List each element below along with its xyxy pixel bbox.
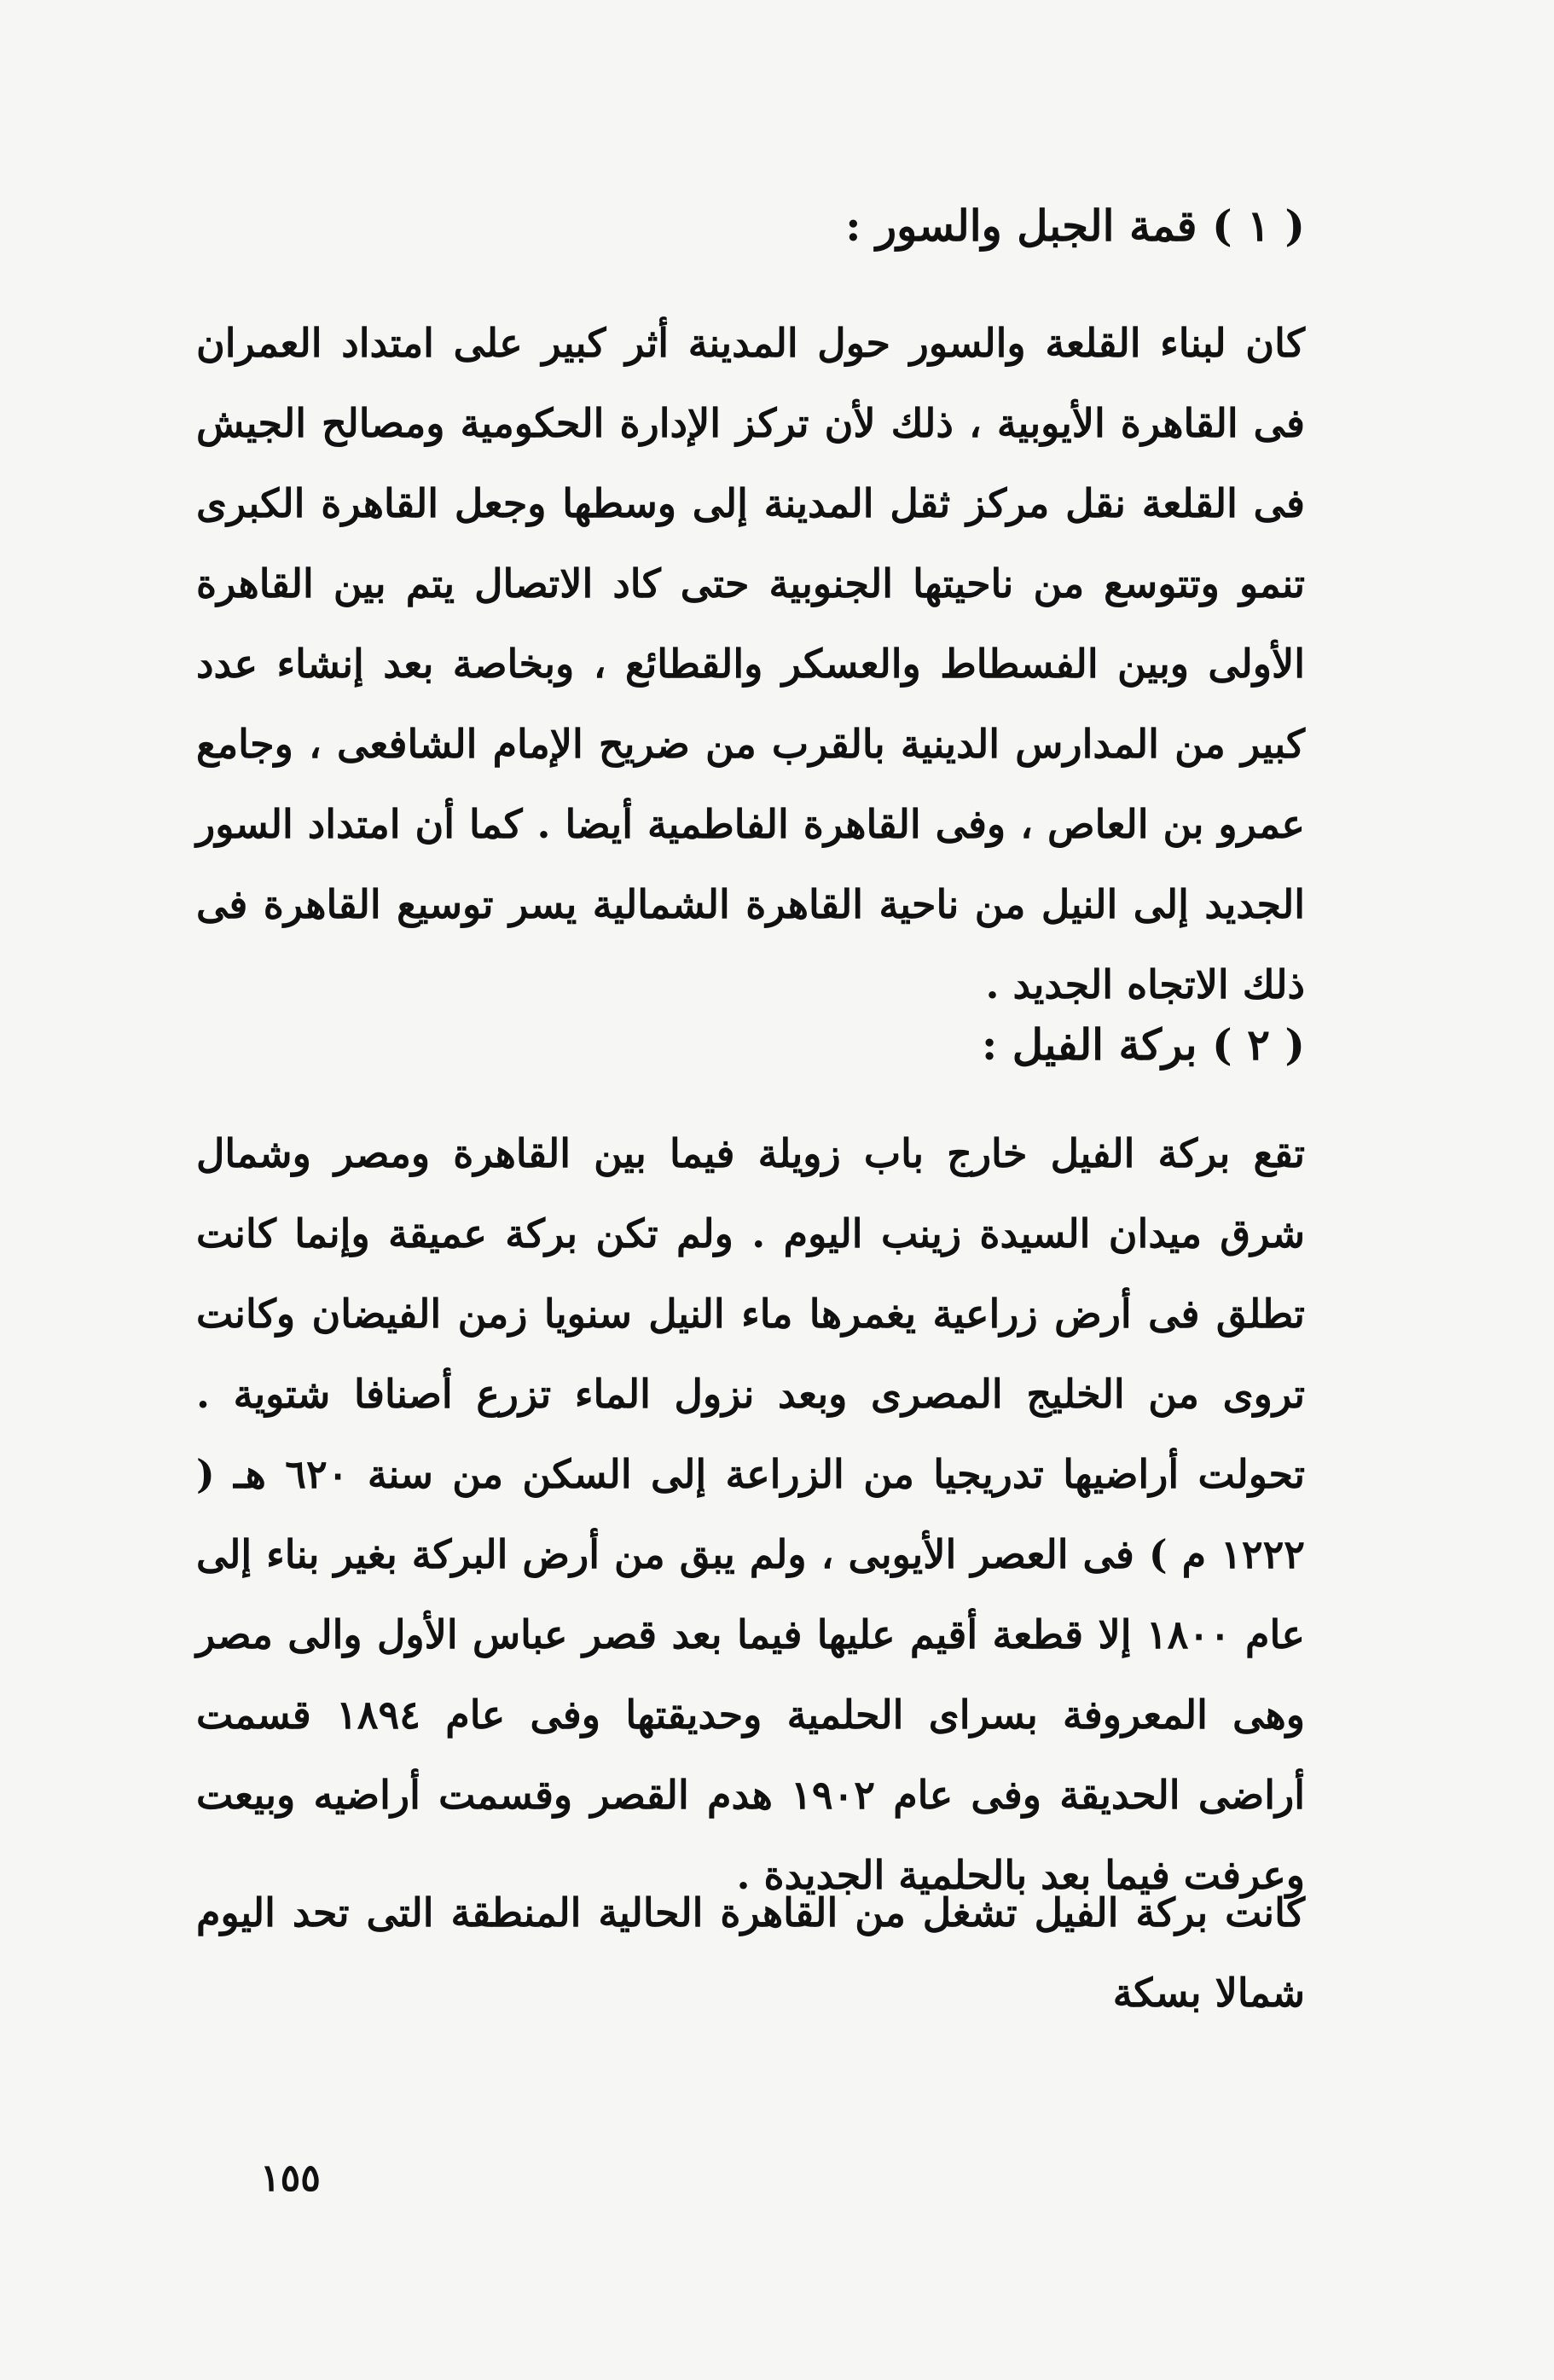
- section-heading-1: ( ١ ) قمة الجبل والسور :: [845, 200, 1305, 251]
- page-number: ١٥٥: [260, 2157, 321, 2200]
- section-2-paragraph-1: تقع بركة الفيل خارج باب زويلة فيما بين القاهرة ومصر وشمال شرق ميدان السيدة زينب اليوم . ولم تكن بركة عميقة وإنما كانت تطلق فى أرض زراعية يغمرها ماء النيل سنويا زمن الفيضان وكانت تروى من الخليج المصرى وبعد نزول الماء تزرع أصنافا شتوية . تحولت أراضيها تدريجيا من الزراعة إلى السكن من سنة ٦٢٠ هـ ( ١٢٢٢ م ) فى العصر الأيوبى ، ولم يبق من أرض البركة بغير بناء إلى عام ١٨٠٠ إلا قطعة أقيم عليها فيما بعد قصر عباس الأول والى مصر وهى المعروفة بسراى الحلمية وحديقتها وفى عام ١٨٩٤ قسمت أراضى الحديقة وفى عام ١٩٠٢ هدم القصر وقسمت أراضيه وبيعت وعرفت فيما بعد بالحلمية الجديدة .: [196, 1130, 1305, 1898]
- section-2-paragraph-2: كانت بركة الفيل تشغل من القاهرة الحالية المنطقة التى تحد اليوم شمالا بسكة: [196, 1889, 1305, 2016]
- section-heading-2: ( ٢ ) بركة الفيل :: [981, 1019, 1305, 1070]
- section-1-paragraph: كان لبناء القلعة والسور حول المدينة أثر كبير على امتداد العمران فى القاهرة الأيوبية ، ذلك لأن تركز الإدارة الحكومية ومصالح الجيش فى القلعة نقل مركز ثقل المدينة إلى وسطها وجعل القاهرة الكبرى تنمو وتتوسع من ناحيتها الجنوبية حتى كاد الاتصال يتم بين القاهرة الأولى وبين الفسطاط والعسكر والقطائع ، وبخاصة بعد إنشاء عدد كبير من المدارس الدينية بالقرب من ضريح الإمام الشافعى ، وجامع عمرو بن العاص ، وفى القاهرة الفاطمية أيضا . كما أن امتداد السور الجديد إلى النيل من ناحية القاهرة الشمالية يسر توسيع القاهرة فى ذلك الاتجاه الجديد .: [196, 320, 1305, 1007]
